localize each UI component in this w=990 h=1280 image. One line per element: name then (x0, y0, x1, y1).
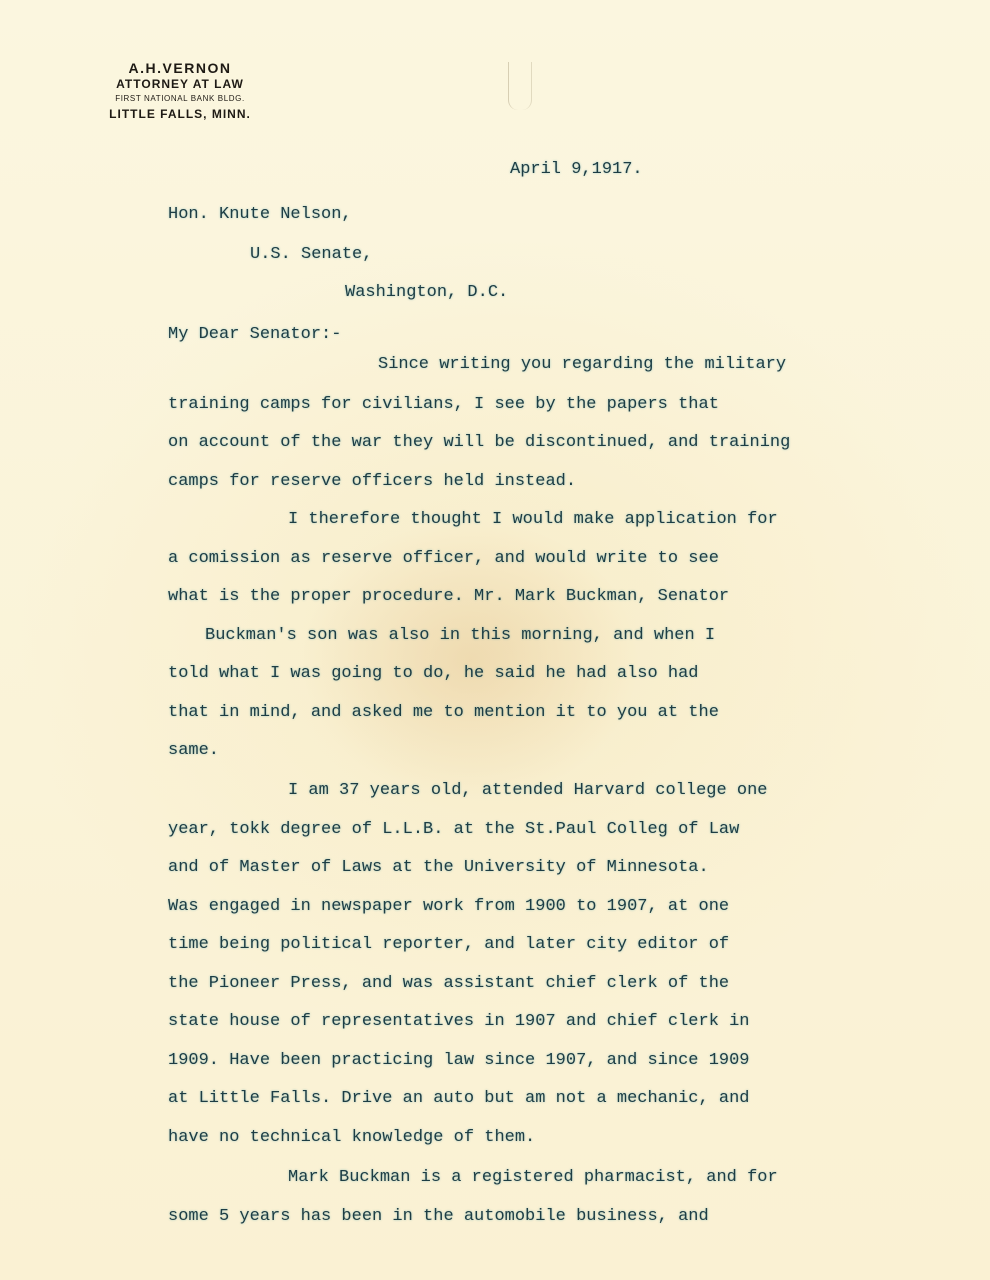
body-line: at Little Falls. Drive an auto but am not a mechanic, and (168, 1089, 750, 1108)
body-line: year, tokk degree of L.L.B. at the St.Paul Colleg of Law (168, 820, 740, 839)
body-line: that in mind, and asked me to mention it to you at the (168, 703, 719, 722)
body-line: Buckman's son was also in this morning, and when I (205, 626, 716, 645)
letterhead-building: FIRST NATIONAL BANK BLDG. (115, 94, 245, 103)
body-line: Since writing you regarding the military (378, 355, 787, 374)
body-line: what is the proper procedure. Mr. Mark Buckman, Senator (168, 587, 730, 606)
body-line: same. (168, 741, 220, 760)
addressee-line-1: Hon. Knute Nelson, (168, 205, 352, 224)
body-line: I am 37 years old, attended Harvard college one (288, 781, 768, 800)
body-line: I therefore thought I would make application for (288, 510, 778, 529)
body-line: the Pioneer Press, and was assistant chief clerk of the (168, 974, 730, 993)
body-line: a comission as reserve officer, and would write to see (168, 549, 719, 568)
body-line: time being political reporter, and later city editor of (168, 935, 730, 954)
paper-tear-mark (508, 62, 532, 110)
body-line: state house of representatives in 1907 and chief clerk in (168, 1012, 750, 1031)
body-line: Was engaged in newspaper work from 1900 to 1907, at one (168, 897, 730, 916)
body-line: 1909. Have been practicing law since 1907, and since 1909 (168, 1051, 750, 1070)
body-line: told what I was going to do, he said he had also had (168, 664, 699, 683)
body-line: training camps for civilians, I see by the papers that (168, 395, 719, 414)
letterhead-name: A.H.VERNON (128, 60, 232, 76)
body-line: and of Master of Laws at the University of Minnesota. (168, 858, 709, 877)
body-line: Mark Buckman is a registered pharmacist, and for (288, 1168, 778, 1187)
letterhead (70, 60, 290, 121)
body-line: some 5 years has been in the automobile business, and (168, 1207, 709, 1226)
addressee-line-2: U.S. Senate, (250, 245, 373, 264)
body-line: camps for reserve officers held instead. (168, 472, 577, 491)
salutation: My Dear Senator:- (168, 325, 342, 344)
letterhead-title: ATTORNEY AT LAW (116, 77, 244, 91)
body-line: on account of the war they will be discontinued, and training (168, 433, 791, 452)
body-line: have no technical knowledge of them. (168, 1128, 536, 1147)
addressee-line-3: Washington, D.C. (345, 283, 509, 302)
letterhead-city: LITTLE FALLS, MINN. (109, 107, 251, 121)
letter-date: April 9,1917. (510, 160, 643, 179)
